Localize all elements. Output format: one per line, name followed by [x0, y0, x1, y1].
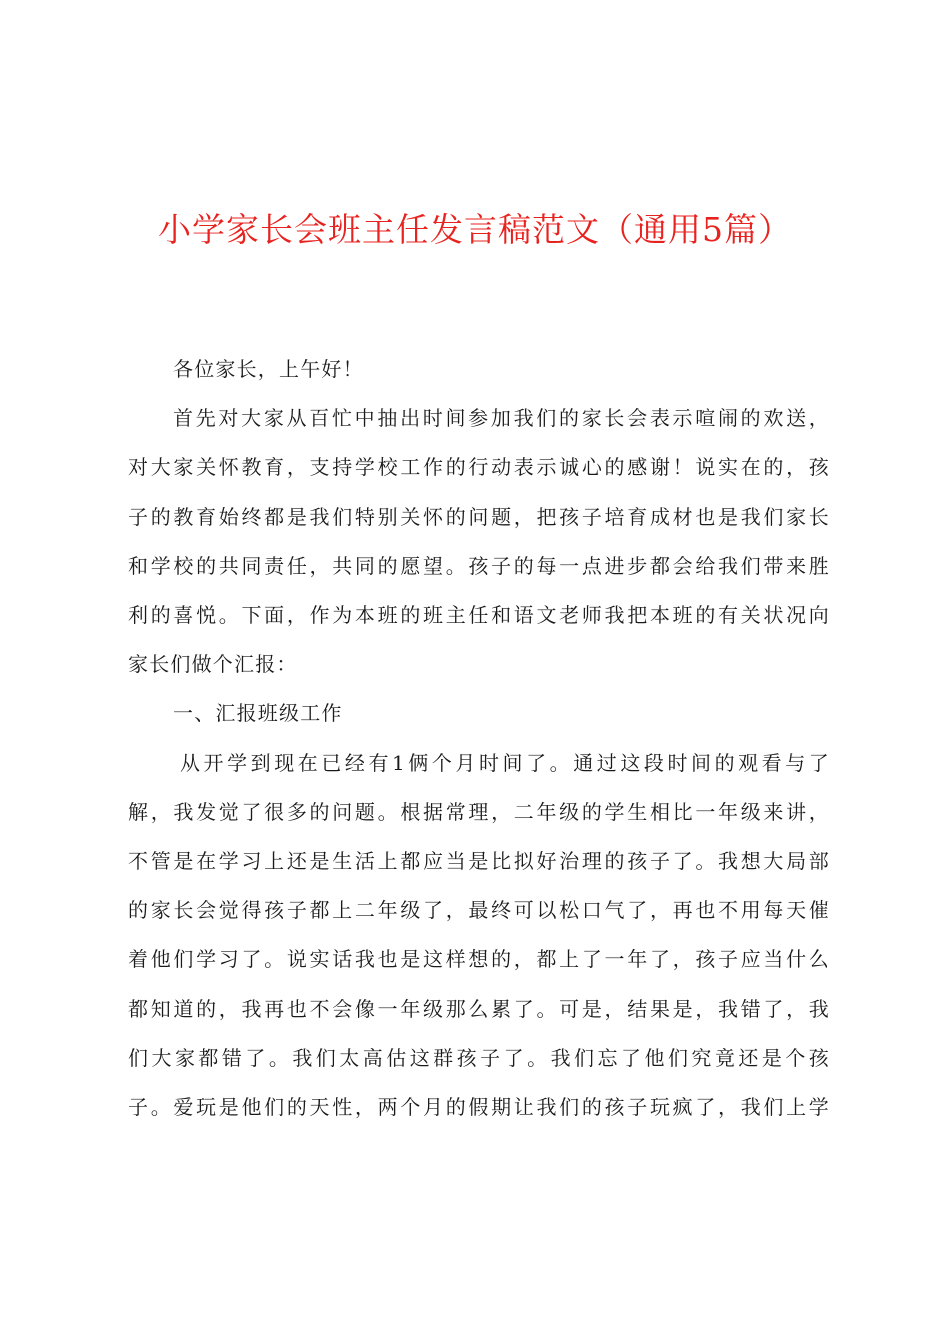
paragraph-2	[128, 739, 830, 1133]
greeting	[128, 345, 830, 394]
paragraph-2-line: 不管是在学习上还是生活上都应当是比拟好治理的孩子了。我想大局部	[128, 849, 830, 874]
paragraph-2-line: 解，我发觉了很多的问题。根据常理，二年级的学生相比一年级来讲，	[128, 799, 830, 824]
paragraph-2-line: 着他们学习了。说实话我也是这样想的，都上了一年了，孩子应当什么	[128, 947, 830, 972]
document-body	[128, 345, 830, 1132]
paragraph-1-line: 子的教育始终都是我们特别关怀的问题，把孩子培育成材也是我们家长	[128, 504, 830, 529]
paragraph-2-line: 子。爱玩是他们的天性，两个月的假期让我们的孩子玩疯了，我们上学	[128, 1095, 830, 1120]
document-title: 小学家长会班主任发言稿范文（通用5篇）	[158, 210, 792, 249]
section-1-heading-block	[128, 689, 830, 738]
greeting-line: 各位家长，上午好！	[173, 357, 364, 381]
paragraph-1-line: 对大家关怀教育，支持学校工作的行动表示诚心的感谢！说实在的，孩	[128, 455, 830, 480]
paragraph-1	[128, 394, 830, 689]
paragraph-1-line: 和学校的共同责任，共同的愿望。孩子的每一点进步都会给我们带来胜	[128, 553, 830, 578]
paragraph-2-line: 们大家都错了。我们太高估这群孩子了。我们忘了他们究竟还是个孩	[128, 1045, 830, 1070]
paragraph-1-line: 利的喜悦。下面，作为本班的班主任和语文老师我把本班的有关状况向	[128, 603, 830, 628]
paragraph-1-line: 首先对大家从百忙中抽出时间参加我们的家长会表示喧闹的欢送，	[173, 406, 830, 431]
section-heading: 一、汇报班级工作	[173, 701, 343, 726]
paragraph-2-line: 的家长会觉得孩子都上二年级了，最终可以松口气了，再也不用每天催	[128, 898, 830, 923]
paragraph-2-line: 都知道的，我再也不会像一年级那么累了。可是，结果是，我错了，我	[128, 996, 830, 1021]
paragraph-2-line: 从开学到现在已经有1俩个月时间了。通过这段时间的观看与了	[180, 750, 830, 775]
paragraph-1-line: 家长们做个汇报：	[128, 652, 298, 677]
